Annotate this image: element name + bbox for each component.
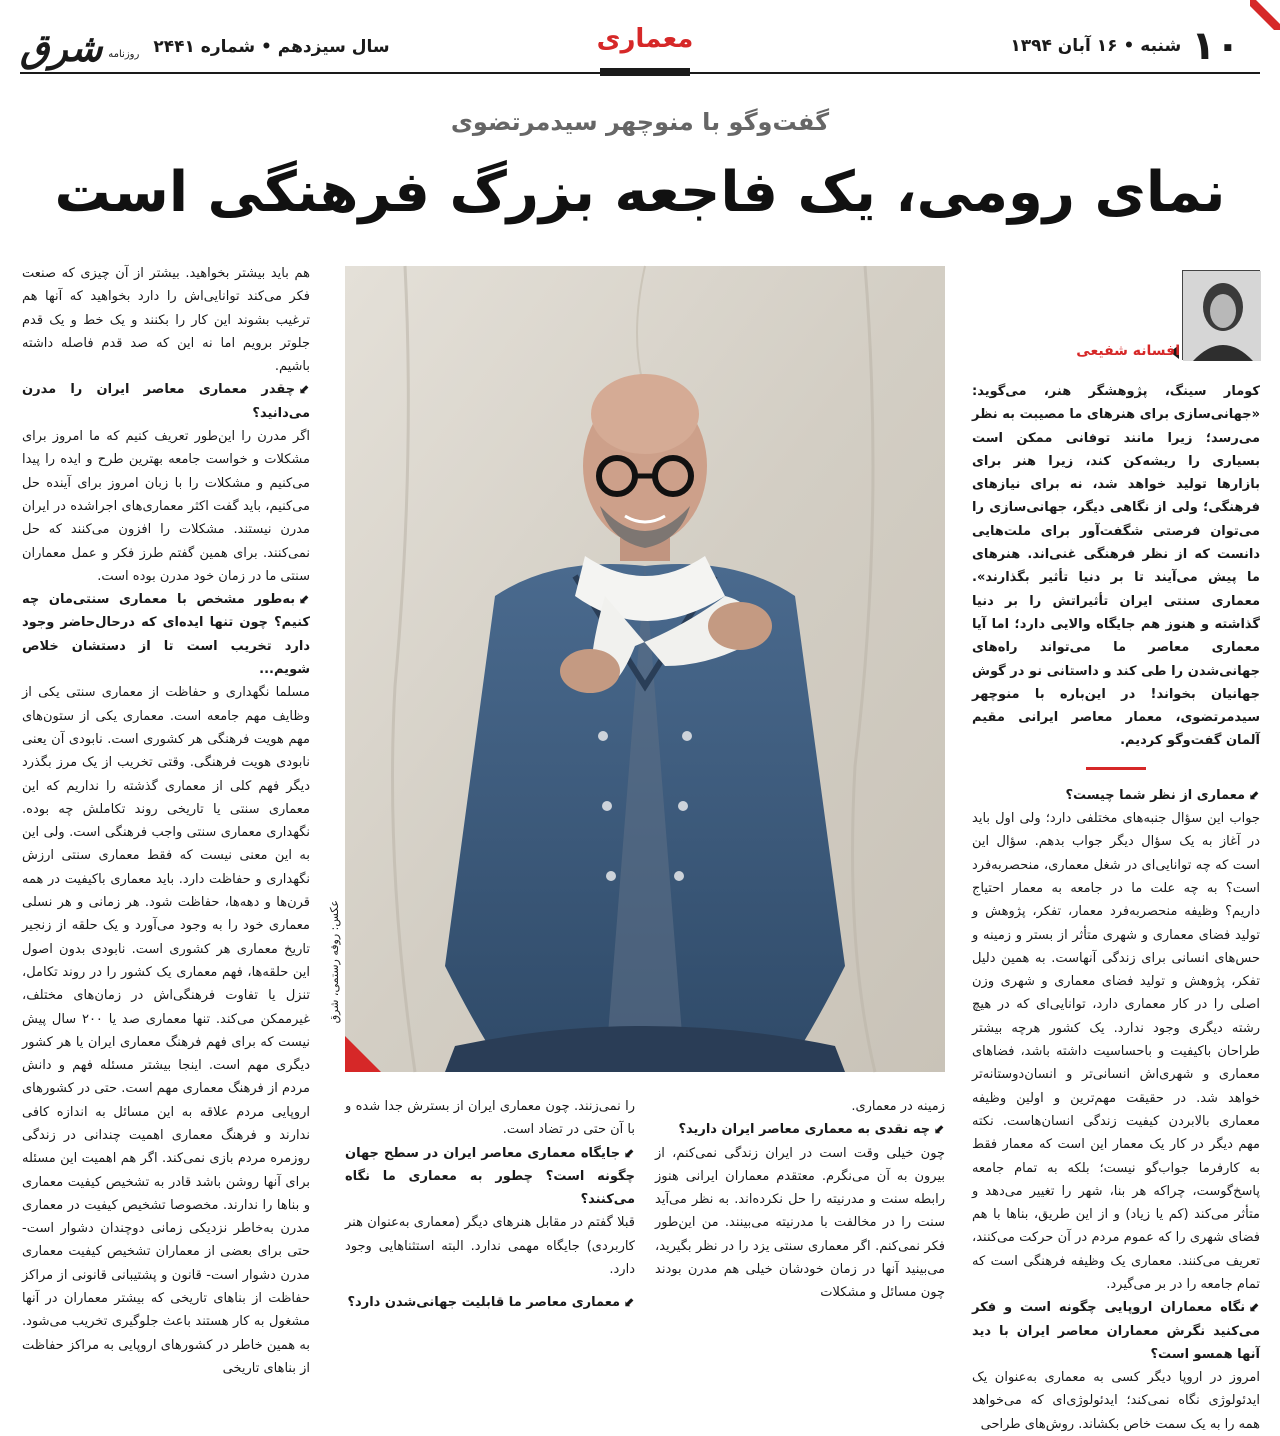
question-arrow-icon: ⬋ — [624, 1145, 635, 1161]
column-mid-left — [345, 1095, 635, 1311]
header-brand-block — [20, 22, 390, 72]
page-number: ۱۰ — [1191, 23, 1240, 69]
issue-number: سال سیزدهم • شماره ۲۴۴۱ — [153, 37, 390, 57]
question-heading: ⬋چقدر معماری معاصر ایران را مدرن می‌دانید؟ — [22, 378, 310, 425]
question-heading: ⬋معماری معاصر ما قابلیت جهانی‌شدن دارد؟ — [345, 1291, 635, 1314]
question-arrow-icon: ⬋ — [934, 1122, 945, 1138]
answer-paragraph: قبلا گفتم در مقابل هنرهای دیگر (معماری به‌عنوان هنر کاربردی) جایگاه مهمی ندارد. البته استثناهایی وجود دارد. — [345, 1215, 635, 1278]
answer-paragraph: اگر مدرن را این‌طور تعریف کنیم که ما امروز برای مشکلات و خواست جامعه بهترین طرح و ایده را پیدا می‌کنیم و مشکلات را با زبان امروز برای آینده حل می‌کنیم، باید گفت اکثر معماری‌های اجراشده در ایران مدرن نیستند. مشکلات را افزون می‌کنند که حل نمی‌کنند. برای همین گفتم طرز فکر و عمل معماران سنتی ما در زمان خود مدرن بوده است. — [22, 429, 310, 584]
section-title: معماری — [596, 24, 694, 54]
answer-paragraph: را نمی‌زنند. چون معماری ایران از بسترش جدا شده و با آن حتی در تضاد است. — [345, 1099, 635, 1138]
question-arrow-icon: ⬋ — [624, 1295, 635, 1311]
section-underline — [600, 68, 690, 76]
question-heading: ⬋جایگاه معماری معاصر ایران در سطح جهان چگونه است؟ چطور به معماری ما نگاه می‌کنند؟ — [345, 1142, 635, 1212]
article-kicker: گفت‌وگو با منوچهر سیدمرتضوی — [450, 108, 830, 136]
author-portrait-icon — [1183, 271, 1261, 361]
question-heading: ⬋چه نقدی به معماری معاصر ایران دارید؟ — [655, 1118, 945, 1141]
column-left — [22, 262, 310, 1376]
portrait-photo-icon — [345, 266, 945, 1072]
issue-date: شنبه • ۱۶ آبان ۱۳۹۴ — [1010, 36, 1182, 56]
red-corner-mark — [1250, 0, 1280, 30]
article-headline: نمای رومی، یک فاجعه بزرگ فرهنگی است — [54, 160, 1226, 225]
column-right — [972, 380, 1260, 1432]
author-name: افسانه شفیعی — [1076, 343, 1180, 359]
section-tab — [580, 0, 710, 95]
article-lead: کومار سینگ، پژوهشگر هنر، می‌گوید: «جهانی‌سازی برای هنرهای ما مصیبت به نظر می‌رسد؛ زیرا مانند توفانی ممکن است بسیاری را ریشه‌کن کند، زیرا هنر برای بازارها تولید خواهد شد، نه برای نیازهای فرهنگی؛ ولی از نگاهی دیگر، جهانی‌سازی را می‌توان فرصتی شگفت‌آور برای ملت‌هایی دانست که از نظر فرهنگی غنی‌اند. هنرهای ما پیش می‌آیند تا بر دنیا تأثیر بگذارند». معماری سنتی ایران تأثیراتش را بر دنیا گذاشته و هنوز هم جایگاه والایی دارد؛ اما آیا معماری معاصر ما می‌تواند راه‌های جهانی‌شدن را طی کند و داستانی نو در گوش جهانیان بخواند! در این‌باره با منوچهر سیدمرتضوی، معمار معاصر ایرانی مقیم آلمان گفت‌وگو کردیم. — [972, 384, 1260, 749]
answer-paragraph: هم باید بیشتر بخواهید. بیشتر از آن چیزی که صنعت فکر می‌کند توانایی‌اش را دارد بخواهید که آنها هم ترغیب بشوند این کار را بکنند و یک خط و یک قدم جلوتر برویم اما نه این که صد قدم فاصله داشته باشیم. — [22, 266, 310, 375]
answer-paragraph: زمینه در معماری. — [851, 1099, 945, 1114]
page-header — [0, 0, 1280, 95]
lead-divider — [1086, 767, 1146, 770]
question-arrow-icon: ⬋ — [1249, 1300, 1260, 1316]
photo-credit: عکس: روفه رستمی، شرق — [328, 900, 341, 1024]
newspaper-logo: شرق — [20, 24, 103, 70]
newspaper-logo-sub: روزنامه — [108, 48, 140, 60]
author-avatar — [1182, 270, 1260, 360]
column-mid-right — [655, 1095, 945, 1301]
question-arrow-icon: ⬋ — [299, 382, 310, 398]
main-photo — [345, 266, 945, 1072]
question-heading: ⬋معماری از نظر شما چیست؟ — [972, 784, 1260, 807]
question-heading: ⬋نگاه معماران اروپایی چگونه است و فکر می‌کنید نگرش معماران معاصر ایران با دید آنها همسو است؟ — [972, 1296, 1260, 1366]
answer-paragraph: مسلما نگهداری و حفاظت از معماری سنتی یکی از وظایف مهم جامعه است. معماری یکی از ستون‌های مهم هویت فرهنگی هر کشوری است. نابودی آن یعنی نابودی هویت فرهنگی. وقتی تخریب از یک مرز بگذرد دیگر فهم کلی از معماری گذشته را نداریم که این معماری سنتی یا تاریخی روند تکاملش چه بوده. نگهداری معماری سنتی واجب فرهنگی است. ولی این به این معنی نیست که فقط معماری سنتی ارزش نگهداری و حفاظت دارد. باید معماری باکیفیت در همه قرن‌ها و دهه‌ها، حفاظت شود. هر زمانی و هر نسلی معماری خود را به وجود می‌آورد و یک حلقه از زنجیر تاریخ معماری هر کشوری است. نابودی بدون اصول این حلقه‌ها، فهم معماری یک کشور را در روند تکامل، تنزل یا تفاوت فرهنگی‌اش در زمان‌های مختلف، غیرممکن می‌کند. تنها معماری صد یا ۲۰۰ سال پیش نیست که برای فهم فرهنگ معماری ایران یا هر کشور دیگری مهم است. اینجا بیشتر مسئله فهم و دانش مردم از فرهنگ معماری مهم است. حتی در کشورهای اروپایی مردم علاقه به این مسائل به اندازه کافی ندارند و فرهنگ معماری اهمیت چندانی در زندگی روزمره مردم بازی نمی‌کند. اگر هم اهمیت این مسئله برای آنها روشن باشد قادر به تشخیص کیفیت معماری و بناها را ندارند. مخصوصا تشخیص کیفیت در معماری مدرن به‌خاطر نزدیکی زمانی دوچندان دشوار است- حتی برای بعضی از معماران تشخیص کیفیت معماری مدرن دشوار است- قانون و پشتیبانی قانونی از مراکز حفاظت از بناهای تاریخی که بیشتر معماران در آنها مشغول به کار هستند باعث جلوگیری تخریب می‌شود. به همین خاطر در کشورهای اروپایی به مراکز حفاظت از بناهای تاریخی — [22, 685, 310, 1376]
answer-paragraph: امروز در اروپا دیگر کسی به معماری به‌عنوان یک ایدئولوژی نگاه نمی‌کند؛ ایدئولوژی‌ای که می‌خواهد همه را به یک سمت خاص بکشاند. روش‌های طراحی — [972, 1370, 1260, 1432]
question-arrow-icon: ⬋ — [1249, 787, 1260, 803]
question-arrow-icon: ⬋ — [299, 592, 310, 608]
answer-paragraph: جواب این سؤال جنبه‌های مختلفی دارد؛ ولی اول باید در آغاز به یک سؤال دیگر جواب بدهم. سؤال این است که چه توانایی‌ای در شغل معماری، منحصربه‌فرد است؟ به چه علت ما در جامعه به معمار احتیاج داریم؟ وظیفه منحصربه‌فرد معمار، تفکر، پژوهش و تولید فضای معماری و شهری متأثر از بستر و زمینه و حس‌های انسانی برای زندگی آنهاست. به همین دلیل تفکر، پژوهش و تولید فضای معماری و شهری وزن اصلی را در کار معماری دارد، توانایی‌ای که در هیچ رشته دیگری وجود ندارد. یک کشور هرچه بیشتر طراحان باکیفیت و باحساسیت داشته باشد، فضاهای معماری و شهری‌اش انسانی‌تر و انسان‌دوستانه‌تر خواهد شد. در حقیقت مهم‌ترین و اولین وظیفه معماری بالابردن کیفیت زندگی انسان‌هاست. نکته مهم دیگر در کار یک معمار این است که معمار فقط به کارفرما جواب‌گو نیست؛ بلکه به تمام جامعه پاسخ‌گوست، چراکه هر بنا، شهر را تغییر می‌دهد و متأثر می‌کند (کم یا زیاد) و از این طریق، بناها با هم فضای شهری را که عموم مردم در آن حرکت می‌کنند، تعریف می‌کنند. معماری یک وظیفه فرهنگی است که تمام جامعه را در بر می‌گیرد. — [972, 811, 1260, 1292]
answer-paragraph: چون خیلی وقت است در ایران زندگی نمی‌کنم، از بیرون به آن می‌نگرم. معتقدم معماران ایرانی هنوز رابطه سنت و مدرنیته را حل نکرده‌اند. به نظر می‌آید سنت را در مخالفت با مدرنیته می‌بینند. من این‌طور فکر نمی‌کنم. اگر معماری سنتی یزد را در نظر بگیرید، می‌بینید آنها در زمان خودشان خیلی هم مدرن بودند چون مسائل و مشکلات — [655, 1145, 945, 1301]
header-date-block — [980, 18, 1240, 74]
question-heading: ⬋به‌طور مشخص با معماری سنتی‌مان چه کنیم؟ چون تنها ایده‌ای که درحال‌حاضر وجود دارد تخریب است تا از دستشان خلاص شویم... — [22, 588, 310, 681]
